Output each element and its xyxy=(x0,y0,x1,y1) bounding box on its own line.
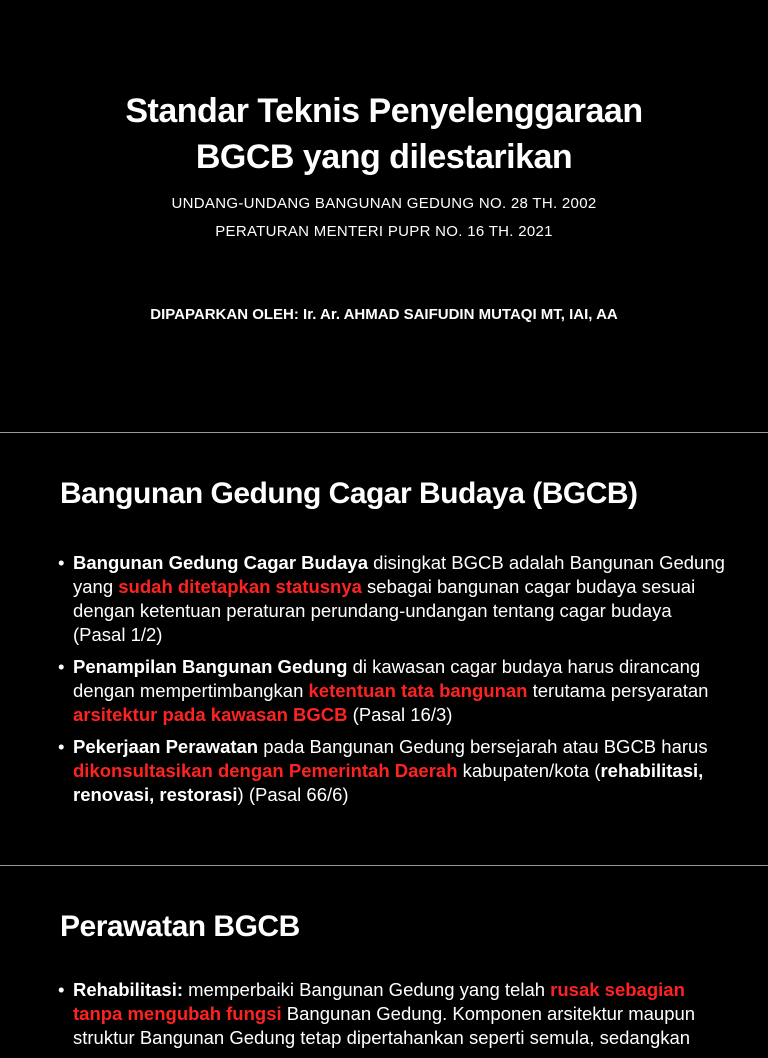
bullet-list xyxy=(58,978,728,1058)
bullet-text: disingkat BGCB adalah Bangunan Gedung yang xyxy=(73,552,725,597)
subtitle-line-1: UNDANG-UNDANG BANGUNAN GEDUNG NO. 28 TH. 2002 xyxy=(171,195,597,212)
bullet-list xyxy=(58,551,728,815)
bgcb-definition-slide xyxy=(0,433,768,865)
bullet-text: memperbaiki Bangunan Gedung yang telah xyxy=(183,979,551,1000)
perawatan-slide xyxy=(0,866,768,1048)
bullet-item xyxy=(58,978,728,1050)
bullet-item xyxy=(58,735,728,807)
bullet-highlight: arsitektur pada kawasan BGCB xyxy=(73,704,348,725)
slide-heading: Perawatan BGCB xyxy=(60,910,300,943)
subtitle-line-2: PERATURAN MENTERI PUPR NO. 16 TH. 2021 xyxy=(215,223,553,240)
bullet-highlight: dikonsultasikan dengan Pemerintah Daerah xyxy=(73,760,458,781)
presenter-credit: DIPAPARKAN OLEH: Ir. Ar. AHMAD SAIFUDIN MUTAQI MT, IAI, AA xyxy=(150,306,618,323)
bullet-text: terutama persyaratan xyxy=(527,680,709,701)
bullet-text: (Pasal 16/3) xyxy=(347,704,453,725)
bullet-text: Bangunan Gedung. Komponen arsitektur maupun struktur Bangunan Gedung tetap dipertahankan seperti semula, sedangkan xyxy=(73,1003,696,1048)
subtitle-block xyxy=(0,190,768,246)
bullet-text: sebagai bangunan cagar budaya sesuai dengan ketentuan peraturan perundang-undangan tentang cagar budaya (Pasal 1/2) xyxy=(73,576,696,645)
slide-heading: Bangunan Gedung Cagar Budaya (BGCB) xyxy=(60,477,638,510)
bullet-bold: Pekerjaan Perawatan xyxy=(73,736,259,757)
bullet-item xyxy=(58,551,728,647)
bullet-bold: rehabilitasi, renovasi, restorasi xyxy=(73,760,704,805)
title-line-1: Standar Teknis Penyelenggaraan xyxy=(125,92,643,130)
bullet-text: di kawasan cagar budaya harus dirancang dengan mempertimbangkan xyxy=(73,656,701,701)
slide-title xyxy=(0,88,768,180)
bullet-text: pada Bangunan Gedung bersejarah atau BGCB harus xyxy=(258,736,708,757)
bullet-highlight: sudah ditetapkan statusnya xyxy=(118,576,362,597)
bullet-bold: Bangunan Gedung Cagar Budaya xyxy=(73,552,369,573)
bullet-text: kabupaten/kota ( xyxy=(457,760,601,781)
bullet-bold: Rehabilitasi: xyxy=(73,979,183,1000)
bullet-item xyxy=(58,655,728,727)
bullet-highlight: rusak sebagian tanpa mengubah fungsi xyxy=(73,979,685,1024)
title-slide xyxy=(0,0,768,432)
title-line-2: BGCB yang dilestarikan xyxy=(195,138,573,176)
bullet-highlight: ketentuan tata bangunan xyxy=(308,680,528,701)
bullet-text: ) (Pasal 66/6) xyxy=(237,784,349,805)
bullet-bold: Penampilan Bangunan Gedung xyxy=(73,656,348,677)
